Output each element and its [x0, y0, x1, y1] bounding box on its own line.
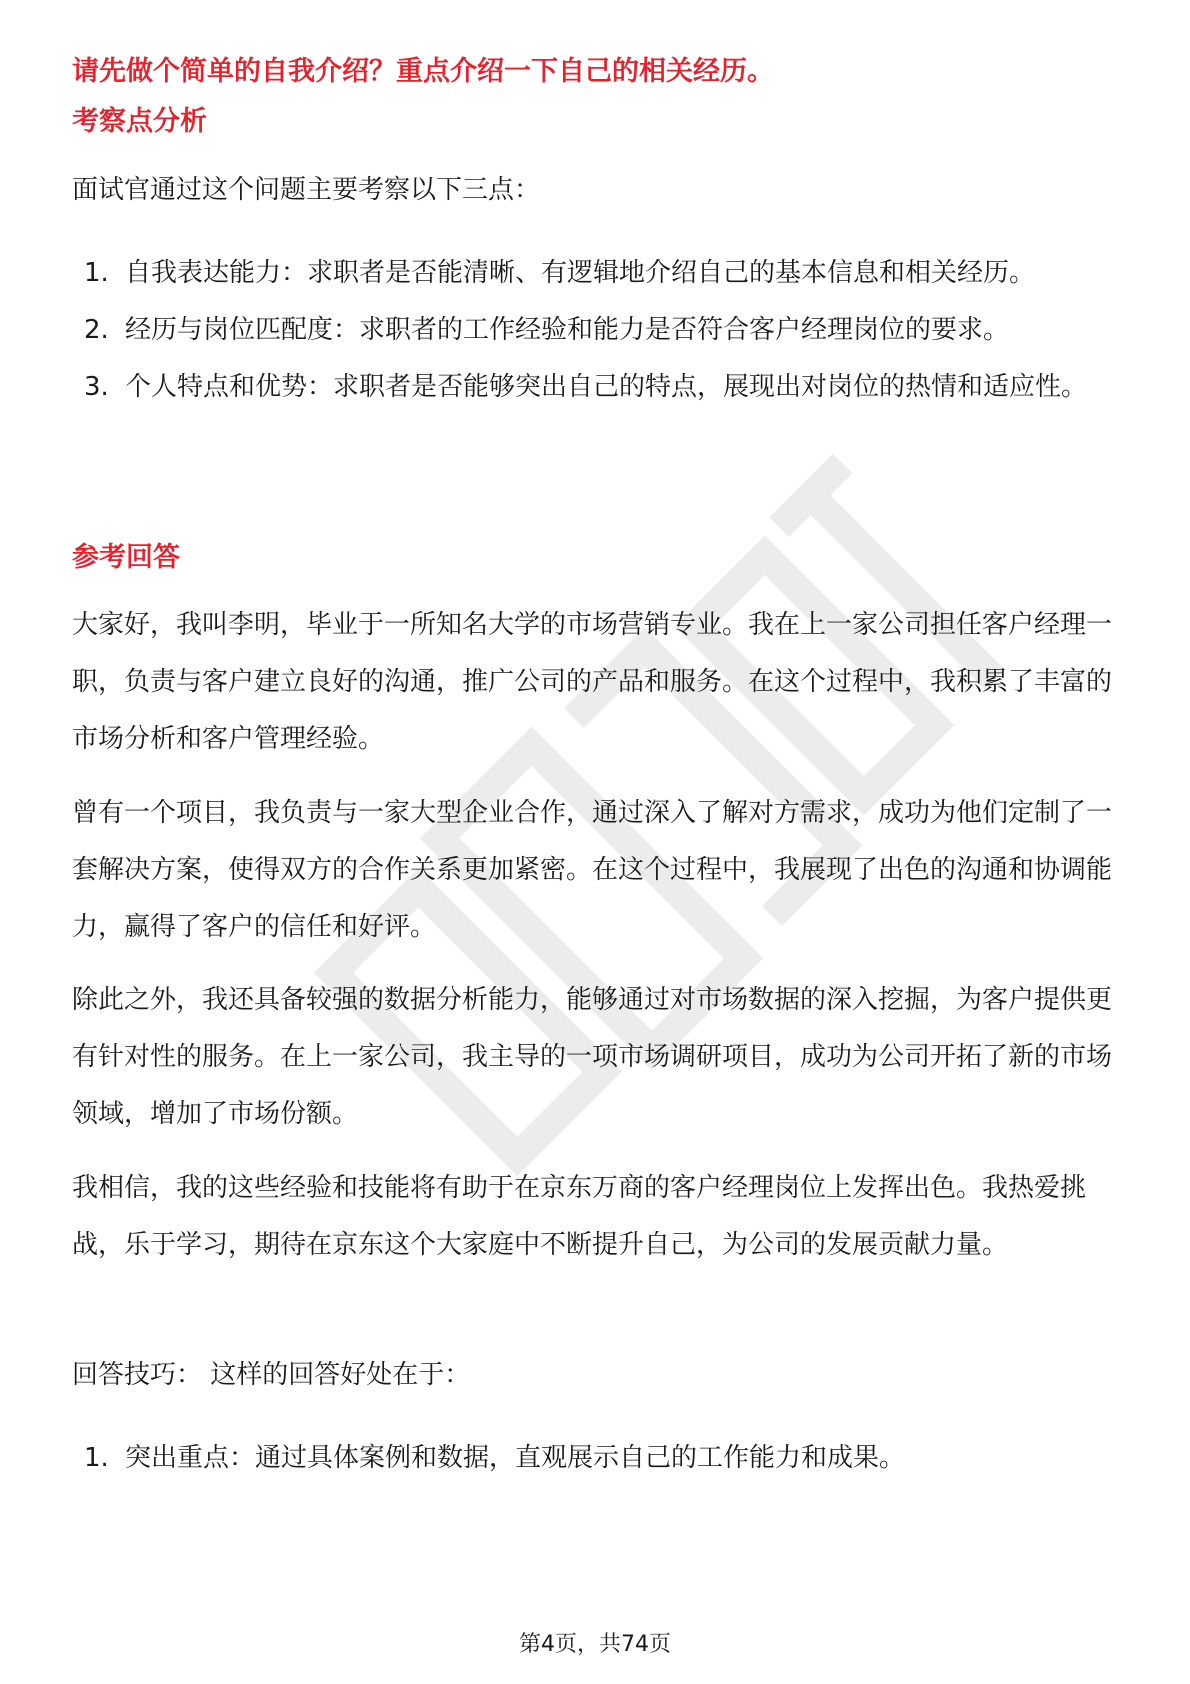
list-number: 2.	[84, 315, 109, 345]
answer-paragraph-4: 我相信，我的这些经验和技能将有助于在京东万商的客户经理岗位上发挥出色。我热爱挑战，乐于学习，期待在京东这个大家庭中不断提升自己，为公司的发展贡献力量。	[72, 1173, 1087, 1260]
list-item	[0, 302, 1125, 359]
analysis-intro: 面试官通过这个问题主要考察以下三点：	[72, 175, 541, 205]
analysis-heading: 考察点分析	[72, 106, 207, 137]
list-number: 1.	[84, 1443, 109, 1473]
list-item	[0, 1430, 1125, 1487]
list-number: 1.	[84, 258, 109, 288]
answer-paragraph-2: 曾有一个项目，我负责与一家大型企业合作，通过深入了解对方需求，成功为他们定制了一套解决方案，使得双方的合作关系更加紧密。在这个过程中，我展现了出色的沟通和协调能力，赢得了客户的信任和好评。	[72, 798, 1113, 942]
answer-paragraph-3: 除此之外，我还具备较强的数据分析能力，能够通过对市场数据的深入挖掘，为客户提供更有针对性的服务。在上一家公司，我主导的一项市场调研项目，成功为公司开拓了新的市场领域，增加了市场份额。	[72, 985, 1113, 1129]
page-footer: 第4页，共74页	[519, 1632, 671, 1657]
list-text: 经历与岗位匹配度：求职者的工作经验和能力是否符合客户经理岗位的要求。	[125, 315, 1010, 345]
answer-heading: 参考回答	[72, 542, 180, 573]
list-text: 自我表达能力：求职者是否能清晰、有逻辑地介绍自己的基本信息和相关经历。	[125, 258, 1036, 288]
list-number: 3.	[84, 372, 109, 402]
question-heading: 请先做个简单的自我介绍？重点介绍一下自己的相关经历。	[72, 56, 774, 87]
answer-paragraph-1: 大家好，我叫李明，毕业于一所知名大学的市场营销专业。我在上一家公司担任客户经理一职，负责与客户建立良好的沟通，推广公司的产品和服务。在这个过程中，我积累了丰富的市场分析和客户管理经验。	[72, 610, 1113, 754]
tips-intro: 回答技巧： 这样的回答好处在于：	[72, 1360, 471, 1390]
list-text: 个人特点和优势：求职者是否能够突出自己的特点，展现出对岗位的热情和适应性。	[125, 372, 1088, 402]
list-item	[0, 359, 1125, 416]
tips-list	[0, 1430, 1130, 1487]
list-item	[0, 245, 1125, 302]
analysis-points-list	[0, 245, 1130, 416]
list-text: 突出重点：通过具体案例和数据，直观展示自己的工作能力和成果。	[125, 1443, 906, 1473]
